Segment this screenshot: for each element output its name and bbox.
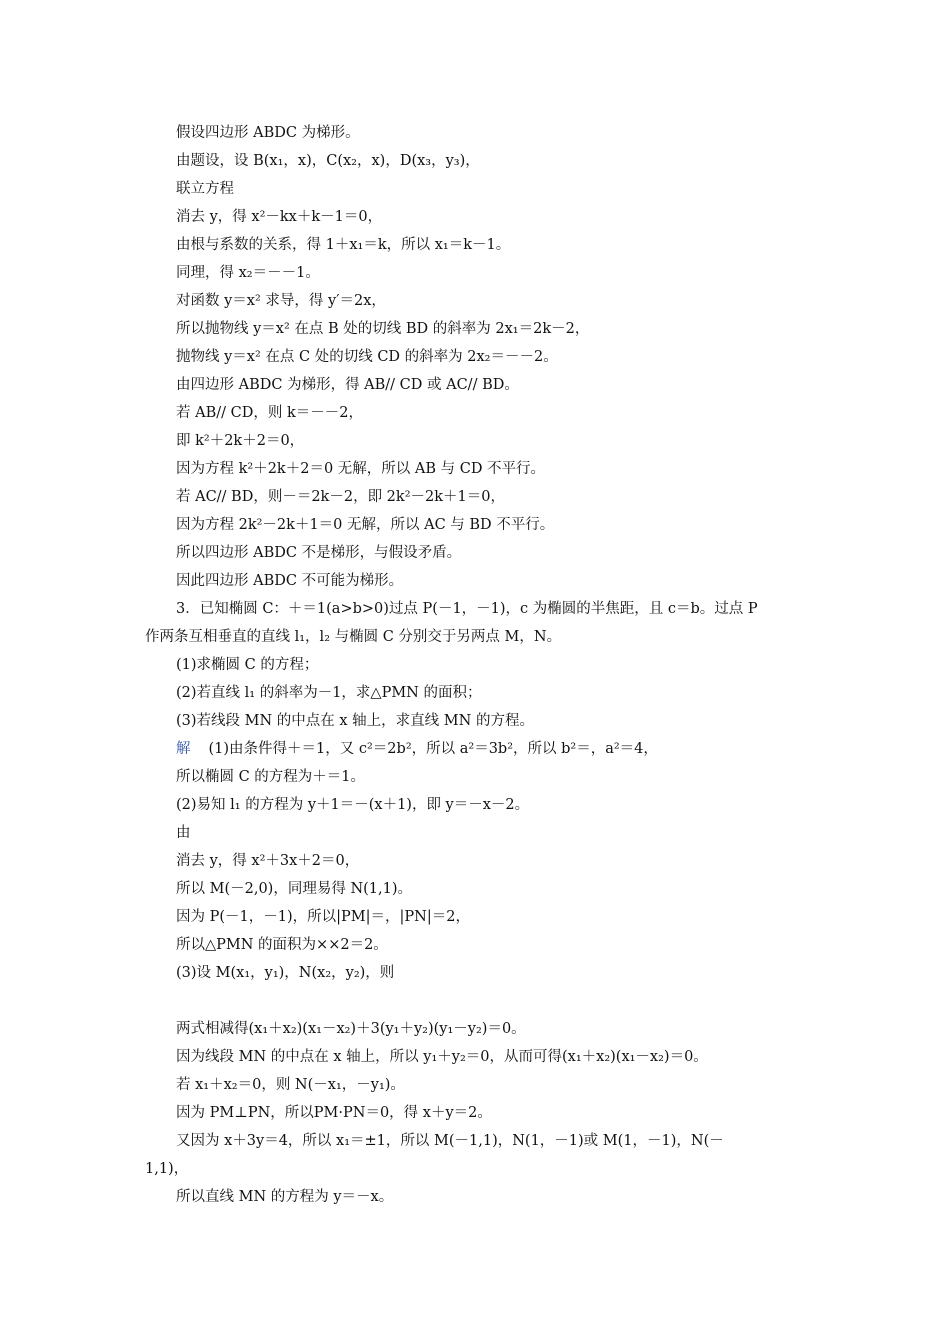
text-line: 若 AB// CD，则 k＝－－2，: [176, 405, 363, 421]
problem-3-statement: 3．已知椭圆 C：＋＝1(a>b>0)过点 P(－1，－1)，c 为椭圆的半焦距，且 c＝b。过点 P: [176, 601, 758, 617]
text-line: 所以椭圆 C 的方程为＋＝1。: [176, 769, 366, 785]
text-line: 所以四边形 ABDC 不是梯形，与假设矛盾。: [176, 545, 462, 561]
text-line: 因为方程 2k²－2k＋1＝0 无解，所以 AC 与 BD 不平行。: [176, 517, 555, 533]
text-line: 若 AC// BD，则－＝2k－2，即 2k²－2k＋1＝0，: [176, 489, 505, 505]
text-line: 同理，得 x₂＝－－1。: [176, 265, 320, 281]
text-line: 由题设，设 B(x₁，x)，C(x₂，x)，D(x₃，y₃)，: [176, 153, 480, 169]
text-line: 因为方程 k²＋2k＋2＝0 无解，所以 AB 与 CD 不平行。: [176, 461, 546, 477]
text-line: 消去 y，得 x²－kx＋k－1＝0，: [176, 209, 383, 225]
text-line: (2)若直线 l₁ 的斜率为－1，求△PMN 的面积；: [176, 685, 482, 701]
text-line: 所以 M(－2,0)，同理易得 N(1,1)。: [176, 881, 412, 897]
text-line: 因此四边形 ABDC 不可能为梯形。: [176, 573, 404, 589]
solution-first-line: [176, 739, 658, 759]
solution-label: 解: [176, 741, 191, 757]
text-line: 假设四边形 ABDC 为梯形。: [176, 125, 360, 141]
text-line: 由根与系数的关系，得 1＋x₁＝k，所以 x₁＝k－1。: [176, 237, 511, 253]
text-line: 又因为 x＋3y＝4，所以 x₁＝±1，所以 M(－1,1)，N(1，－1)或 M(1，－1)，N(－: [176, 1133, 724, 1149]
text-line: 因为线段 MN 的中点在 x 轴上，所以 y₁＋y₂＝0，从而可得(x₁＋x₂)(x₁－x₂)＝0。: [176, 1049, 708, 1065]
text-line: 作两条互相垂直的直线 l₁，l₂ 与椭圆 C 分别交于另两点 M，N。: [145, 629, 562, 645]
text-line: 1,1)，: [145, 1161, 189, 1177]
text-line: 两式相减得(x₁＋x₂)(x₁－x₂)＋3(y₁＋y₂)(y₁－y₂)＝0。: [176, 1021, 526, 1037]
text-line: (1)求椭圆 C 的方程；: [176, 657, 319, 673]
text-line: 抛物线 y＝x² 在点 C 处的切线 CD 的斜率为 2x₂＝－－2。: [176, 349, 558, 365]
text-line: 对函数 y＝x² 求导，得 y′＝2x，: [176, 293, 386, 309]
text-line: (3)设 M(x₁，y₁)，N(x₂，y₂)，则: [176, 965, 395, 981]
text-line: 因为 PM⊥PN，所以PM·PN＝0，得 x＋y＝2。: [176, 1105, 492, 1121]
text-line: (1)由条件得＋＝1，又 c²＝2b²，所以 a²＝3b²，所以 b²＝，a²＝4，: [208, 741, 658, 757]
text-line: 若 x₁＋x₂＝0，则 N(－x₁，－y₁)。: [176, 1077, 405, 1093]
text-line: (2)易知 l₁ 的方程为 y＋1＝－(x＋1)，即 y＝－x－2。: [176, 797, 530, 813]
text-line: 由: [176, 825, 191, 841]
text-line: 所以抛物线 y＝x² 在点 B 处的切线 BD 的斜率为 2x₁＝2k－2，: [176, 321, 590, 337]
text-line: 所以△PMN 的面积为××2＝2。: [176, 937, 388, 953]
text-line: 即 k²＋2k＋2＝0，: [176, 433, 305, 449]
text-line: 因为 P(－1，－1)，所以|PM|＝，|PN|＝2，: [176, 909, 470, 925]
text-line: 由四边形 ABDC 为梯形，得 AB// CD 或 AC// BD。: [176, 377, 519, 393]
text-line: (3)若线段 MN 的中点在 x 轴上，求直线 MN 的方程。: [176, 713, 534, 729]
text-line: 联立方程: [176, 181, 234, 197]
text-line: 消去 y，得 x²＋3x＋2＝0，: [176, 853, 360, 869]
text-line: 所以直线 MN 的方程为 y＝－x。: [176, 1189, 394, 1205]
